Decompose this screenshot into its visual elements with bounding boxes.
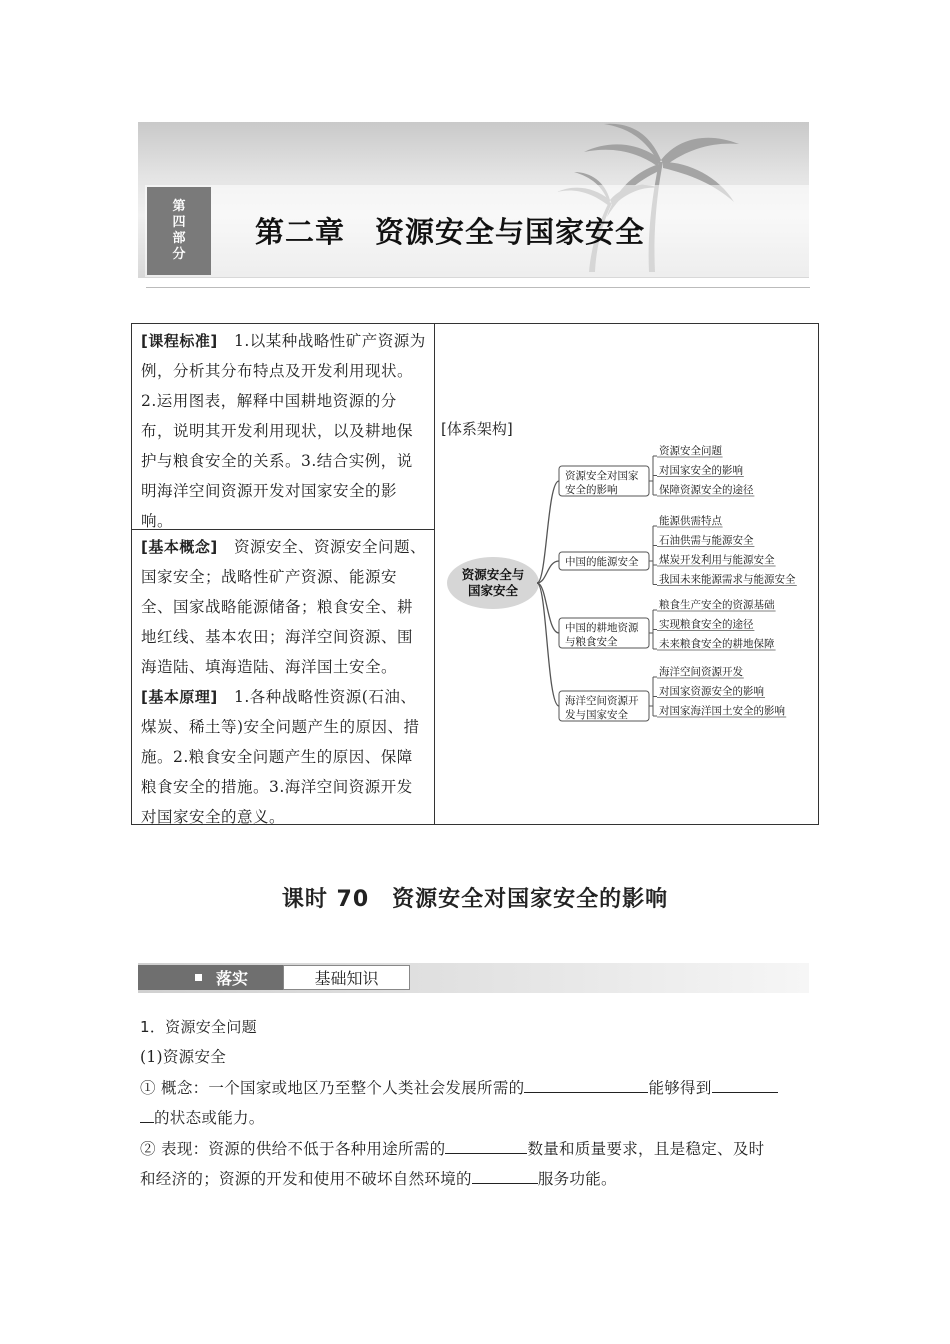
mind-map-leaf-text: 对国家海洋国土安全的影响 [659, 705, 785, 717]
item2-text-a: ② 表现：资源的供给不低于各种用途所需的 [140, 1140, 446, 1158]
mind-map-center-text: 国家安全 [467, 583, 519, 598]
fill-blank-2[interactable] [712, 1074, 778, 1093]
course-standard-cell [132, 324, 434, 530]
mind-map-branch-text: 与粮食安全 [565, 636, 618, 648]
mind-map-center-text: 资源安全与 [461, 567, 525, 582]
fill-blank-2-cont[interactable] [140, 1104, 154, 1123]
course-standard-label: [课程标准] [141, 332, 218, 350]
mind-map-leaf-text: 石油供需与能源安全 [659, 534, 754, 547]
mind-map-connector [537, 481, 559, 583]
mind-map [447, 440, 812, 725]
mind-map-branch-text: 发与国家安全 [565, 709, 628, 721]
mind-map-bracket [649, 677, 653, 716]
mind-map-branch-text: 中国的耕地资源 [565, 622, 639, 634]
banner-underline [146, 287, 810, 288]
mind-map-bracket [649, 610, 653, 649]
fill-blank-1[interactable] [524, 1074, 648, 1093]
square-bullet-icon [195, 974, 202, 981]
content-sub1 [140, 1042, 812, 1072]
mind-map-leaf-text: 煤炭开发利用与能源安全 [659, 554, 775, 566]
content-item2 [140, 1134, 812, 1194]
item1-text-c: 的状态或能力。 [154, 1109, 265, 1127]
sub1-text: (1)资源安全 [140, 1048, 227, 1066]
concept-principle-cell [132, 530, 434, 824]
system-framework-label: [体系架构] [441, 420, 513, 438]
mind-map-branch-text: 中国的能源安全 [565, 556, 639, 568]
lesson-title: 课时 70 资源安全对国家安全的影响 [281, 887, 669, 912]
section-bar-light-tab [283, 965, 410, 990]
chapter-title: 第二章 资源安全与国家安全 [255, 215, 646, 249]
item2-text-d: 服务功能。 [537, 1170, 617, 1188]
part-tag [147, 187, 211, 275]
mind-map-leaf-text: 未来粮食安全的耕地保障 [659, 638, 775, 650]
content-heading [140, 1012, 812, 1042]
basic-concept-label: [基本概念] [141, 538, 218, 556]
section-bar-dark-tab [138, 965, 283, 990]
fill-blank-4[interactable] [472, 1165, 538, 1184]
section-light-label: 基础知识 [314, 969, 379, 988]
mind-map-leaf-text: 资源安全问题 [659, 445, 722, 457]
mind-map-leaf-text: 能源供需特点 [659, 515, 722, 527]
standards-left-column [132, 324, 435, 824]
mind-map-connector [537, 583, 559, 706]
mind-map-leaf-text: 我国未来能源需求与能源安全 [659, 573, 796, 586]
basic-principle-label: [基本原理] [141, 688, 218, 706]
heading-text: 1．资源安全问题 [140, 1018, 257, 1036]
mind-map-bracket [649, 526, 653, 585]
content-item1 [140, 1073, 812, 1133]
basic-concept-text: 资源安全、资源安全问题、国家安全；战略性矿产资源、能源安全、国家战略能源储备；粮食安全、耕地红线、基本农田；海洋空间资源、围海造陆、填海造陆、海洋国土安全。 [141, 538, 427, 676]
mind-map-bracket [649, 456, 653, 495]
mind-map-branch-text: 海洋空间资源开 [565, 695, 639, 707]
mind-map-leaf-text: 对国家资源安全的影响 [659, 685, 764, 698]
mind-map-leaf-text: 实现粮食安全的途径 [659, 618, 754, 631]
item2-text-c: 和经济的；资源的开发和使用不破坏自然环境的 [140, 1170, 472, 1188]
section-dark-label: 落实 [216, 969, 249, 988]
mind-map-leaf-text: 粮食生产安全的资源基础 [659, 599, 775, 611]
mind-map-leaf-text: 对国家安全的影响 [659, 464, 743, 477]
part-tag-text: 第四部分 [172, 199, 186, 262]
mind-map-branch-text: 安全的影响 [565, 484, 618, 496]
mind-map-branch-text: 资源安全对国家 [565, 470, 639, 482]
mind-map-leaf-text: 海洋空间资源开发 [659, 666, 743, 678]
item1-text-a: ① 概念：一个国家或地区乃至整个人类社会发展所需的 [140, 1079, 525, 1097]
item2-text-b: 数量和质量要求，且是稳定、及时 [527, 1140, 765, 1158]
fill-blank-3[interactable] [445, 1135, 527, 1154]
mind-map-leaf-text: 保障资源安全的途径 [659, 484, 754, 496]
item1-text-b: 能够得到 [648, 1079, 712, 1097]
basic-principle-text: 1.各种战略性资源(石油、煤炭、稀土等)安全问题产生的原因、措施。2.粮食安全问题产生的原因、保障粮食安全的措施。3.海洋空间资源开发对国家安全的意义。 [141, 688, 420, 826]
course-standard-text: 1.以某种战略性矿产资源为例，分析其分布特点及开发利用现状。2.运用图表，解释中国耕地资源的分布，说明其开发利用现状，以及耕地保护与粮食安全的关系。3.结合实例，说明海洋空间资源开发对国家安全的影响。 [141, 332, 426, 530]
